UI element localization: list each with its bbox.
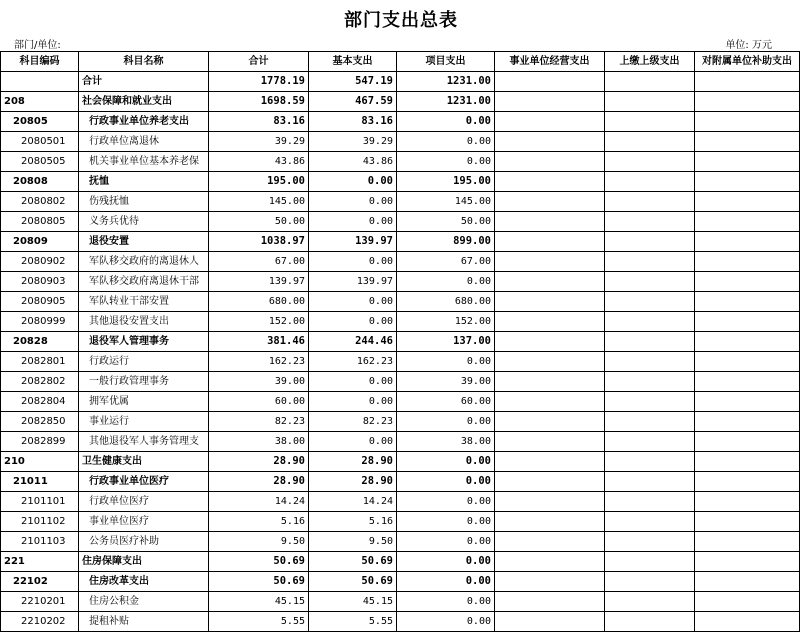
row-name-cell: 伤残抚恤 — [79, 192, 209, 212]
row-code-cell: 2080505 — [1, 152, 79, 172]
row-operating-cell — [495, 292, 605, 312]
row-operating-cell — [495, 472, 605, 492]
row-basic-cell: 0.00 — [309, 172, 397, 192]
column-header: 项目支出 — [397, 52, 495, 72]
table-row — [1, 152, 800, 172]
row-project-cell: 195.00 — [397, 172, 495, 192]
row-project-cell: 0.00 — [397, 352, 495, 372]
row-operating-cell — [495, 352, 605, 372]
row-total-cell: 1778.19 — [209, 72, 309, 92]
column-header: 事业单位经营支出 — [495, 52, 605, 72]
row-total-cell: 50.69 — [209, 552, 309, 572]
table-header-row — [1, 52, 800, 72]
row-remit-cell — [605, 72, 695, 92]
row-basic-cell: 9.50 — [309, 532, 397, 552]
row-remit-cell — [605, 532, 695, 552]
row-basic-cell: 50.69 — [309, 572, 397, 592]
row-subsidy-cell — [695, 572, 800, 592]
row-code-cell: 2082899 — [1, 432, 79, 452]
row-project-cell: 60.00 — [397, 392, 495, 412]
row-name-cell: 社会保障和就业支出 — [79, 92, 209, 112]
row-remit-cell — [605, 572, 695, 592]
row-code-cell: 2080905 — [1, 292, 79, 312]
row-code-cell: 20805 — [1, 112, 79, 132]
row-subsidy-cell — [695, 232, 800, 252]
row-code-cell: 2210202 — [1, 612, 79, 632]
column-header: 科目名称 — [79, 52, 209, 72]
table-row — [1, 232, 800, 252]
row-total-cell: 28.90 — [209, 452, 309, 472]
row-name-cell: 义务兵优待 — [79, 212, 209, 232]
row-subsidy-cell — [695, 272, 800, 292]
row-name-cell: 退役安置 — [79, 232, 209, 252]
row-code-cell: 2101102 — [1, 512, 79, 532]
row-remit-cell — [605, 512, 695, 532]
row-subsidy-cell — [695, 312, 800, 332]
row-code-cell: 2080805 — [1, 212, 79, 232]
row-total-cell: 381.46 — [209, 332, 309, 352]
row-project-cell: 0.00 — [397, 512, 495, 532]
table-row — [1, 592, 800, 612]
row-remit-cell — [605, 332, 695, 352]
row-name-cell: 拥军优属 — [79, 392, 209, 412]
row-total-cell: 145.00 — [209, 192, 309, 212]
row-code-cell: 2082802 — [1, 372, 79, 392]
row-total-cell: 139.97 — [209, 272, 309, 292]
row-name-cell: 军队转业干部安置 — [79, 292, 209, 312]
row-project-cell: 0.00 — [397, 452, 495, 472]
row-project-cell: 0.00 — [397, 152, 495, 172]
row-project-cell: 38.00 — [397, 432, 495, 452]
row-subsidy-cell — [695, 152, 800, 172]
row-name-cell: 其他退役军人事务管理支 — [79, 432, 209, 452]
row-name-cell: 一般行政管理事务 — [79, 372, 209, 392]
row-operating-cell — [495, 152, 605, 172]
row-operating-cell — [495, 532, 605, 552]
row-total-cell: 195.00 — [209, 172, 309, 192]
row-project-cell: 899.00 — [397, 232, 495, 252]
row-subsidy-cell — [695, 172, 800, 192]
row-total-cell: 5.55 — [209, 612, 309, 632]
row-remit-cell — [605, 552, 695, 572]
row-name-cell: 行政事业单位医疗 — [79, 472, 209, 492]
row-name-cell: 机关事业单位基本养老保 — [79, 152, 209, 172]
row-remit-cell — [605, 392, 695, 412]
unit-label: 单位: 万元 — [725, 40, 772, 51]
row-total-cell: 43.86 — [209, 152, 309, 172]
row-code-cell: 2080501 — [1, 132, 79, 152]
row-operating-cell — [495, 432, 605, 452]
row-total-cell: 1698.59 — [209, 92, 309, 112]
row-basic-cell: 28.90 — [309, 452, 397, 472]
row-total-cell: 1038.97 — [209, 232, 309, 252]
row-basic-cell: 5.55 — [309, 612, 397, 632]
row-operating-cell — [495, 392, 605, 412]
row-name-cell: 行政单位医疗 — [79, 492, 209, 512]
row-subsidy-cell — [695, 112, 800, 132]
row-basic-cell: 28.90 — [309, 472, 397, 492]
column-header: 上缴上级支出 — [605, 52, 695, 72]
row-remit-cell — [605, 352, 695, 372]
row-name-cell: 抚恤 — [79, 172, 209, 192]
row-operating-cell — [495, 252, 605, 272]
row-operating-cell — [495, 272, 605, 292]
row-name-cell: 行政单位离退休 — [79, 132, 209, 152]
row-total-cell: 45.15 — [209, 592, 309, 612]
row-subsidy-cell — [695, 132, 800, 152]
row-project-cell: 0.00 — [397, 132, 495, 152]
table-row — [1, 472, 800, 492]
row-total-cell: 39.29 — [209, 132, 309, 152]
row-operating-cell — [495, 332, 605, 352]
row-remit-cell — [605, 292, 695, 312]
row-remit-cell — [605, 212, 695, 232]
row-remit-cell — [605, 252, 695, 272]
row-project-cell: 0.00 — [397, 612, 495, 632]
row-basic-cell: 45.15 — [309, 592, 397, 612]
row-project-cell: 0.00 — [397, 592, 495, 612]
row-total-cell: 60.00 — [209, 392, 309, 412]
row-total-cell: 38.00 — [209, 432, 309, 452]
row-basic-cell: 5.16 — [309, 512, 397, 532]
row-subsidy-cell — [695, 612, 800, 632]
row-operating-cell — [495, 92, 605, 112]
row-operating-cell — [495, 412, 605, 432]
table-row — [1, 392, 800, 412]
row-subsidy-cell — [695, 332, 800, 352]
row-remit-cell — [605, 192, 695, 212]
row-operating-cell — [495, 452, 605, 472]
row-code-cell: 22102 — [1, 572, 79, 592]
row-basic-cell: 0.00 — [309, 192, 397, 212]
row-total-cell: 83.16 — [209, 112, 309, 132]
row-total-cell: 5.16 — [209, 512, 309, 532]
row-operating-cell — [495, 112, 605, 132]
table-row — [1, 452, 800, 472]
row-remit-cell — [605, 312, 695, 332]
row-name-cell: 行政运行 — [79, 352, 209, 372]
row-operating-cell — [495, 372, 605, 392]
row-name-cell: 住房保障支出 — [79, 552, 209, 572]
row-code-cell: 21011 — [1, 472, 79, 492]
row-code-cell: 2082850 — [1, 412, 79, 432]
table-row — [1, 72, 800, 92]
row-basic-cell: 83.16 — [309, 112, 397, 132]
row-subsidy-cell — [695, 592, 800, 612]
row-code-cell — [1, 72, 79, 92]
row-project-cell: 0.00 — [397, 552, 495, 572]
row-total-cell: 680.00 — [209, 292, 309, 312]
row-total-cell: 67.00 — [209, 252, 309, 272]
row-code-cell: 2080999 — [1, 312, 79, 332]
row-code-cell: 2080903 — [1, 272, 79, 292]
row-operating-cell — [495, 132, 605, 152]
row-code-cell: 20809 — [1, 232, 79, 252]
table-row — [1, 432, 800, 452]
row-project-cell: 1231.00 — [397, 92, 495, 112]
row-operating-cell — [495, 552, 605, 572]
row-basic-cell: 50.69 — [309, 552, 397, 572]
row-name-cell: 军队移交政府离退休干部 — [79, 272, 209, 292]
row-total-cell: 14.24 — [209, 492, 309, 512]
column-header: 科目编码 — [1, 52, 79, 72]
row-project-cell: 67.00 — [397, 252, 495, 272]
row-basic-cell: 0.00 — [309, 432, 397, 452]
row-name-cell: 其他退役安置支出 — [79, 312, 209, 332]
row-code-cell: 2082801 — [1, 352, 79, 372]
row-subsidy-cell — [695, 532, 800, 552]
row-operating-cell — [495, 592, 605, 612]
department-label: 部门/单位: — [14, 40, 61, 51]
row-basic-cell: 0.00 — [309, 212, 397, 232]
row-basic-cell: 0.00 — [309, 252, 397, 272]
row-project-cell: 0.00 — [397, 412, 495, 432]
row-remit-cell — [605, 172, 695, 192]
row-basic-cell: 14.24 — [309, 492, 397, 512]
row-remit-cell — [605, 112, 695, 132]
table-row — [1, 552, 800, 572]
row-project-cell: 680.00 — [397, 292, 495, 312]
row-basic-cell: 0.00 — [309, 372, 397, 392]
table-row — [1, 512, 800, 532]
row-code-cell: 2101103 — [1, 532, 79, 552]
table-row — [1, 532, 800, 552]
row-subsidy-cell — [695, 472, 800, 492]
table-row — [1, 612, 800, 632]
table-row — [1, 332, 800, 352]
row-subsidy-cell — [695, 252, 800, 272]
row-name-cell: 住房改革支出 — [79, 572, 209, 592]
table-row — [1, 492, 800, 512]
table-row — [1, 572, 800, 592]
row-total-cell: 50.00 — [209, 212, 309, 232]
row-name-cell: 公务员医疗补助 — [79, 532, 209, 552]
row-subsidy-cell — [695, 92, 800, 112]
table-row — [1, 352, 800, 372]
row-operating-cell — [495, 192, 605, 212]
row-project-cell: 0.00 — [397, 472, 495, 492]
row-total-cell: 152.00 — [209, 312, 309, 332]
row-remit-cell — [605, 452, 695, 472]
row-name-cell: 住房公积金 — [79, 592, 209, 612]
table-row — [1, 112, 800, 132]
row-subsidy-cell — [695, 192, 800, 212]
column-header: 合计 — [209, 52, 309, 72]
table-row — [1, 92, 800, 112]
row-name-cell: 行政事业单位养老支出 — [79, 112, 209, 132]
row-basic-cell: 162.23 — [309, 352, 397, 372]
row-project-cell: 0.00 — [397, 112, 495, 132]
row-remit-cell — [605, 612, 695, 632]
table-row — [1, 192, 800, 212]
row-subsidy-cell — [695, 352, 800, 372]
table-row — [1, 312, 800, 332]
row-code-cell: 20828 — [1, 332, 79, 352]
row-subsidy-cell — [695, 432, 800, 452]
page-title: 部门支出总表 — [344, 10, 458, 31]
row-code-cell: 221 — [1, 552, 79, 572]
expenditure-table — [0, 51, 800, 632]
table-body — [1, 72, 800, 632]
row-operating-cell — [495, 612, 605, 632]
row-subsidy-cell — [695, 212, 800, 232]
row-basic-cell: 0.00 — [309, 312, 397, 332]
row-operating-cell — [495, 172, 605, 192]
row-project-cell: 0.00 — [397, 572, 495, 592]
row-project-cell: 1231.00 — [397, 72, 495, 92]
column-header: 基本支出 — [309, 52, 397, 72]
row-remit-cell — [605, 92, 695, 112]
row-name-cell: 合计 — [79, 72, 209, 92]
row-subsidy-cell — [695, 492, 800, 512]
row-total-cell: 82.23 — [209, 412, 309, 432]
row-operating-cell — [495, 212, 605, 232]
row-subsidy-cell — [695, 512, 800, 532]
row-basic-cell: 139.97 — [309, 272, 397, 292]
row-code-cell: 2080902 — [1, 252, 79, 272]
row-subsidy-cell — [695, 452, 800, 472]
row-project-cell: 152.00 — [397, 312, 495, 332]
row-total-cell: 50.69 — [209, 572, 309, 592]
row-subsidy-cell — [695, 292, 800, 312]
row-basic-cell: 0.00 — [309, 292, 397, 312]
row-remit-cell — [605, 432, 695, 452]
row-operating-cell — [495, 232, 605, 252]
row-code-cell: 208 — [1, 92, 79, 112]
row-basic-cell: 467.59 — [309, 92, 397, 112]
row-total-cell: 28.90 — [209, 472, 309, 492]
row-project-cell: 145.00 — [397, 192, 495, 212]
row-project-cell: 39.00 — [397, 372, 495, 392]
row-basic-cell: 547.19 — [309, 72, 397, 92]
row-name-cell: 提租补贴 — [79, 612, 209, 632]
row-subsidy-cell — [695, 552, 800, 572]
row-subsidy-cell — [695, 412, 800, 432]
row-remit-cell — [605, 492, 695, 512]
table-row — [1, 172, 800, 192]
row-code-cell: 2082804 — [1, 392, 79, 412]
row-basic-cell: 39.29 — [309, 132, 397, 152]
row-code-cell: 2210201 — [1, 592, 79, 612]
row-name-cell: 事业运行 — [79, 412, 209, 432]
row-remit-cell — [605, 592, 695, 612]
row-total-cell: 9.50 — [209, 532, 309, 552]
row-subsidy-cell — [695, 392, 800, 412]
table-row — [1, 292, 800, 312]
row-project-cell: 50.00 — [397, 212, 495, 232]
table-row — [1, 272, 800, 292]
row-name-cell: 事业单位医疗 — [79, 512, 209, 532]
table-row — [1, 412, 800, 432]
row-project-cell: 0.00 — [397, 272, 495, 292]
row-basic-cell: 0.00 — [309, 392, 397, 412]
row-code-cell: 20808 — [1, 172, 79, 192]
row-basic-cell: 139.97 — [309, 232, 397, 252]
row-operating-cell — [495, 512, 605, 532]
row-total-cell: 39.00 — [209, 372, 309, 392]
row-basic-cell: 244.46 — [309, 332, 397, 352]
row-basic-cell: 43.86 — [309, 152, 397, 172]
table-row — [1, 212, 800, 232]
row-remit-cell — [605, 472, 695, 492]
row-operating-cell — [495, 492, 605, 512]
row-remit-cell — [605, 372, 695, 392]
row-total-cell: 162.23 — [209, 352, 309, 372]
row-basic-cell: 82.23 — [309, 412, 397, 432]
column-header: 对附属单位补助支出 — [695, 52, 800, 72]
row-project-cell: 137.00 — [397, 332, 495, 352]
table-row — [1, 372, 800, 392]
row-name-cell: 卫生健康支出 — [79, 452, 209, 472]
row-remit-cell — [605, 272, 695, 292]
row-operating-cell — [495, 72, 605, 92]
row-project-cell: 0.00 — [397, 492, 495, 512]
row-name-cell: 退役军人管理事务 — [79, 332, 209, 352]
row-code-cell: 210 — [1, 452, 79, 472]
row-code-cell: 2080802 — [1, 192, 79, 212]
row-code-cell: 2101101 — [1, 492, 79, 512]
row-subsidy-cell — [695, 72, 800, 92]
row-name-cell: 军队移交政府的离退休人 — [79, 252, 209, 272]
table-row — [1, 132, 800, 152]
row-remit-cell — [605, 132, 695, 152]
row-remit-cell — [605, 152, 695, 172]
row-operating-cell — [495, 572, 605, 592]
row-remit-cell — [605, 232, 695, 252]
row-operating-cell — [495, 312, 605, 332]
row-project-cell: 0.00 — [397, 532, 495, 552]
row-subsidy-cell — [695, 372, 800, 392]
row-remit-cell — [605, 412, 695, 432]
table-row — [1, 252, 800, 272]
